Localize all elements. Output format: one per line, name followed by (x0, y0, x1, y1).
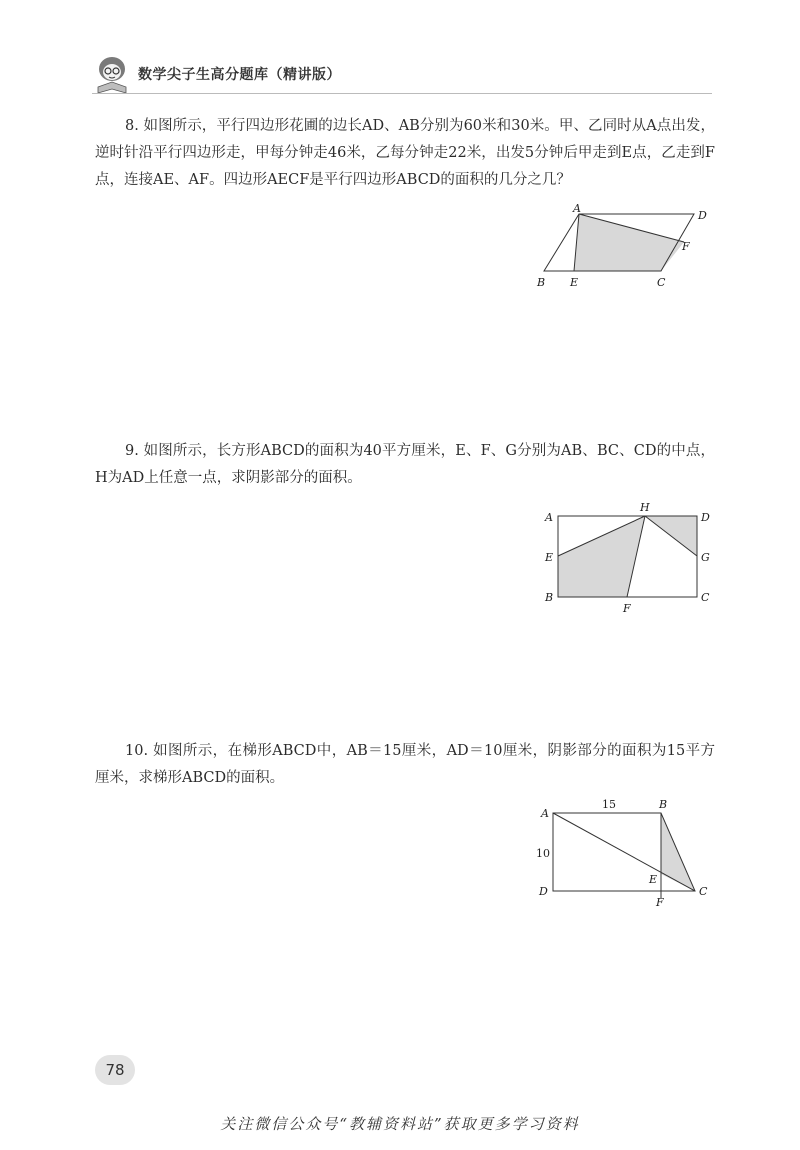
label-f: F (623, 602, 631, 615)
label-f: F (656, 896, 664, 909)
label-b: B (659, 798, 668, 811)
footer-note: 关注微信公众号“教辅资料站”获取更多学习资料 (220, 1115, 580, 1133)
mascot-icon (92, 53, 132, 95)
problem-9-figure (538, 500, 718, 615)
label-c: C (699, 885, 708, 898)
problem-10-text: 10. 如图所示，在梯形ABCD中，AB＝15厘米，AD＝10厘米，阴影部分的面积为15平方厘米，求梯形ABCD的面积。 (95, 743, 715, 786)
label-a: A (541, 807, 549, 820)
label-b: B (545, 591, 554, 604)
header-divider (92, 93, 712, 94)
label-c: C (701, 591, 710, 604)
book-title: 数学尖子生高分题库（精讲版） (138, 67, 341, 83)
label-f: F (682, 240, 690, 253)
label-c: C (657, 276, 666, 289)
problem-9-text: 9. 如图所示，长方形ABCD的面积为40平方厘米，E、F、G分别为AB、BC、CD的中点，H为AD上任意一点，求阴影部分的面积。 (95, 443, 715, 486)
label-d: D (698, 209, 707, 222)
shaded-region-left (558, 516, 645, 597)
label-d: D (701, 511, 710, 524)
problem-8-text: 8. 如图所示，平行四边形花圃的边长AD、AB分别为60米和30米。甲、乙同时从A点出发，逆时针沿平行四边形走，甲每分钟走46米，乙每分钟走22米，出发5分钟后甲走到E点，乙走到F点，连接AE、AF。四边形AECF是平行四边形ABCD的面积的几分之几？ (95, 118, 715, 188)
problem-8-figure (530, 202, 720, 292)
label-e: E (649, 873, 658, 886)
label-a: A (545, 511, 553, 524)
label-g: G (701, 551, 710, 564)
page-number: 78 (95, 1055, 135, 1085)
label-ab-length: 15 (602, 798, 616, 811)
label-h: H (640, 501, 650, 514)
label-b: B (537, 276, 546, 289)
label-a: A (573, 202, 581, 215)
label-e: E (570, 276, 579, 289)
book-header (92, 53, 352, 97)
shaded-quadrilateral-aecf (574, 214, 684, 271)
label-ad-length: 10 (536, 847, 550, 860)
problem-10-figure (530, 795, 720, 910)
label-d: D (539, 885, 548, 898)
label-e: E (545, 551, 554, 564)
